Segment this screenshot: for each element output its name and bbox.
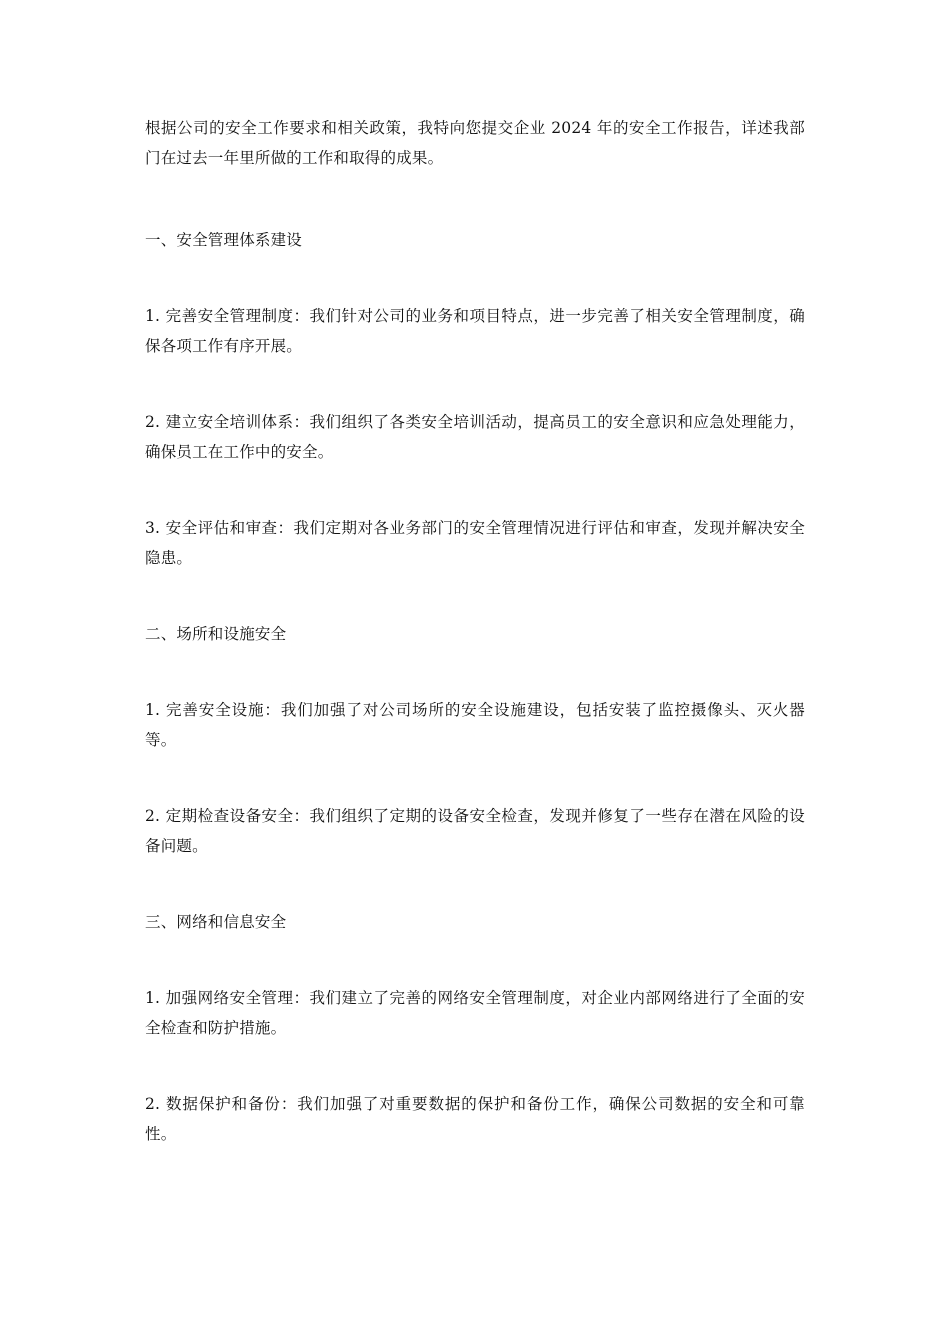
list-item: 2. 定期检查设备安全：我们组织了定期的设备安全检查，发现并修复了一些存在潜在风险的设备问题。 [145, 807, 805, 855]
list-item: 1. 完善安全设施：我们加强了对公司场所的安全设施建设，包括安装了监控摄像头、灭火器等。 [145, 701, 805, 749]
list-item: 2. 建立安全培训体系：我们组织了各类安全培训活动，提高员工的安全意识和应急处理能力，确保员工在工作中的安全。 [145, 413, 805, 461]
section-heading: 二、场所和设施安全 [145, 625, 287, 643]
intro-paragraph: 根据公司的安全工作要求和相关政策，我特向您提交企业 2024 年的安全工作报告，详述我部门在过去一年里所做的工作和取得的成果。 [145, 119, 805, 167]
section-heading: 三、网络和信息安全 [145, 913, 287, 931]
list-item: 1. 完善安全管理制度：我们针对公司的业务和项目特点，进一步完善了相关安全管理制度，确保各项工作有序开展。 [145, 307, 805, 355]
section-heading: 一、安全管理体系建设 [145, 231, 303, 249]
list-item: 3. 安全评估和审查：我们定期对各业务部门的安全管理情况进行评估和审查，发现并解决安全隐患。 [145, 519, 805, 567]
list-item: 2. 数据保护和备份：我们加强了对重要数据的保护和备份工作，确保公司数据的安全和可靠性。 [145, 1095, 805, 1143]
document-body [145, 113, 805, 1149]
list-item: 1. 加强网络安全管理：我们建立了完善的网络安全管理制度，对企业内部网络进行了全面的安全检查和防护措施。 [145, 989, 805, 1037]
